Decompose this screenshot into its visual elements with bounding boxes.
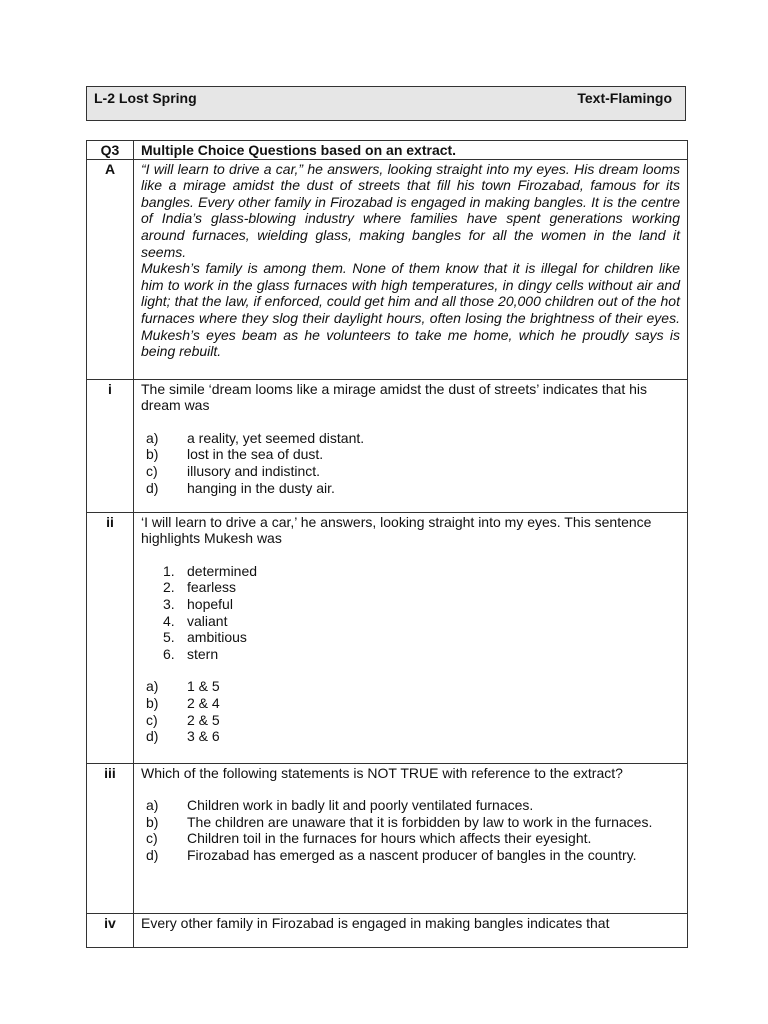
option-c[interactable]: c) 2 & 5 [146,711,220,728]
option-c[interactable]: c) illusory and indistinct. [146,462,321,479]
question-body [134,913,688,947]
question-stem: Which of the following statements is NOT TRUE with reference to the extract? [141,764,623,781]
question-label: i [87,379,134,512]
trait-list [141,563,680,663]
option-a[interactable]: a) Children work in badly lit and poorly ventilated furnaces. [146,797,534,814]
question-body [134,512,688,763]
trait-item: 1. determined [163,562,258,579]
question-stem: Every other family in Firozabad is engaged in making bangles indicates that [141,914,610,931]
answer-options [141,678,680,744]
question-label: iii [87,763,134,913]
question-row-ii [87,512,688,763]
option-d[interactable]: d) 3 & 6 [146,728,220,745]
trait-item: 5. ambitious [163,629,247,646]
question-label: ii [87,512,134,763]
question-stem: The simile ‘dream looms like a mirage amidst the dust of streets’ indicates that his dream was [141,380,648,414]
section-number: Q3 [87,141,134,160]
trait-item: 3. hopeful [163,595,233,612]
section-title: Multiple Choice Questions based on an extract. [134,141,688,160]
extract-passage [134,159,688,379]
extract-paragraph-2: Mukesh’s family is among them. None of them know that it is illegal for children like him to work in the glass furnaces with high temperatures, in dingy cells without air and light; that the law, if enforced, could get him and all those 20,000 children out of the hot furnaces where they slog their daylight hours, often losing the brightness of their eyes. Mukesh’s eyes beam as he volunteers to take me home, which he proudly says is being rebuilt. [141,260,680,360]
question-row-i [87,379,688,512]
question-table [86,140,688,948]
option-d[interactable]: d) Firozabad has emerged as a nascent producer of bangles in the country. [146,846,637,863]
question-row-iii [87,763,688,913]
option-d[interactable]: d) hanging in the dusty air. [146,479,335,496]
option-a[interactable]: a) 1 & 5 [146,678,220,695]
answer-options [141,430,680,496]
extract-label: A [87,159,134,379]
book-title: Text-Flamingo [577,90,672,106]
question-stem: ‘I will learn to drive a car,’ he answers, looking straight into my eyes. This sentence highlights Mukesh was [141,513,652,547]
extract-row [87,159,688,379]
option-b[interactable]: b) lost in the sea of dust. [146,446,324,463]
question-body [134,763,688,913]
question-body [134,379,688,512]
option-a[interactable]: a) a reality, yet seemed distant. [146,429,365,446]
lesson-title: L-2 Lost Spring [94,90,197,106]
trait-item: 4. valiant [163,612,228,629]
extract-paragraph-1: “I will learn to drive a car,” he answers, looking straight into my eyes. His dream looms like a mirage amidst the dust of streets that fill his town Firozabad, famous for its bangles. Every other family in Firozabad is engaged in making bangles. It is the centre of India’s glass-blowing industry where families have spent generations working around furnaces, wielding glass, making bangles for all the women in the land it seems. [141,160,680,260]
trait-item: 2. fearless [163,579,237,596]
section-row [87,141,688,160]
option-b[interactable]: b) 2 & 4 [146,694,220,711]
question-label: iv [87,913,134,947]
option-b[interactable]: b) The children are unaware that it is forbidden by law to work in the furnaces. [146,813,653,830]
trait-item: 6. stern [163,645,219,662]
answer-options [141,797,680,863]
question-row-iv [87,913,688,947]
lesson-header [86,86,686,121]
option-c[interactable]: c) Children toil in the furnaces for hours which affects their eyesight. [146,830,592,847]
